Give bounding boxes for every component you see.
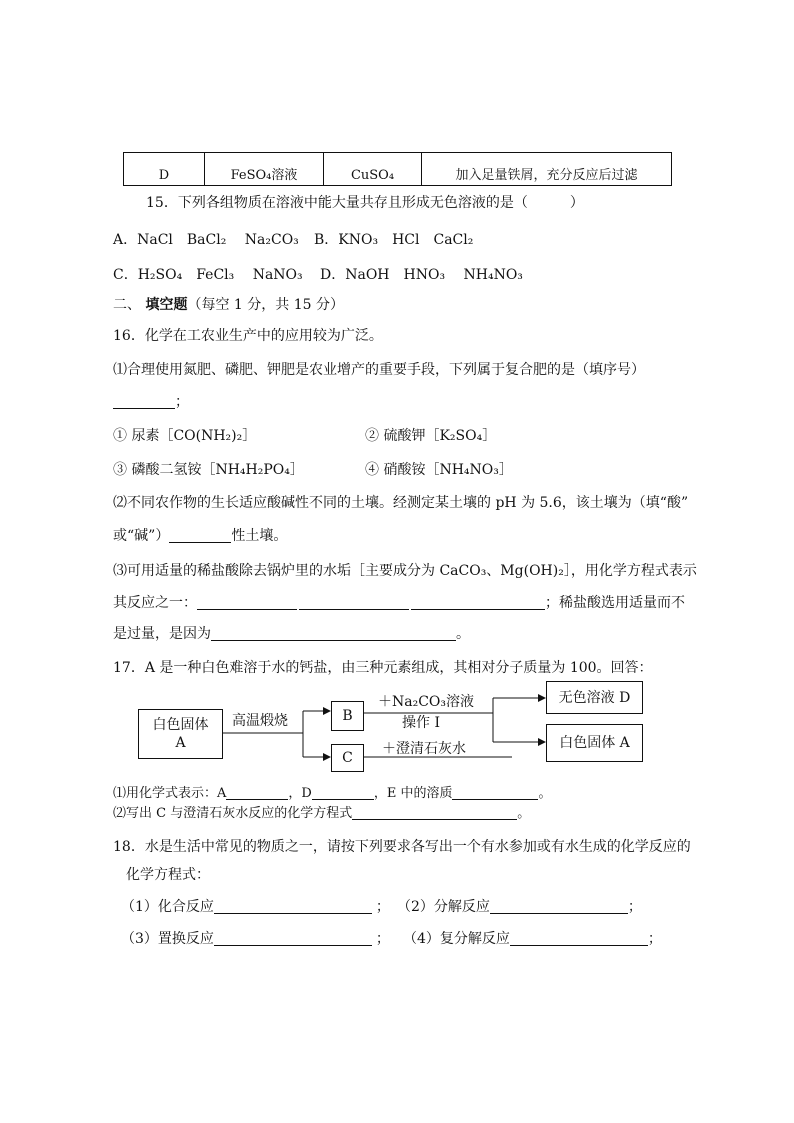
arrow-label-calcine: 高温煅烧: [232, 713, 288, 729]
text: 。: [517, 806, 531, 821]
q17-part2: [113, 805, 530, 823]
text: ；: [627, 899, 642, 915]
q18-item1: [121, 898, 390, 916]
box-white-solid-a2: 白色固体 A: [546, 724, 643, 762]
q16-part3: ⑶可用适量的稀盐酸除去锅炉里的水垢［主要成分为 CaCO₃、Mg(OH)₂］，用化学方程式表示: [113, 563, 697, 579]
table-cell: CuSO₄: [324, 153, 422, 186]
text: 。: [456, 626, 470, 642]
arrow-label-operation: 操作 I: [402, 715, 440, 731]
text: ⑵写出 C 与澄清石灰水反应的化学方程式: [113, 806, 353, 821]
answer-blank[interactable]: [490, 899, 628, 914]
section-note: （每空 1 分，共 15 分）: [187, 297, 344, 313]
text: ；稀盐酸选用适量而不: [545, 595, 685, 611]
q18-stem-line1: 18．水是生活中常见的物质之一，请按下列要求各写出一个有水参加或有水生成的化学反应的: [113, 839, 691, 855]
table-cell: 加入足量铁屑，充分反应后过滤: [422, 153, 672, 186]
text: ⑴用化学式表示：A: [113, 786, 227, 801]
q15-option-c: C．H₂SO₄ FeCl₃ NaNO₃: [113, 267, 303, 283]
q15-stem: 15．下列各组物质在溶液中能大量共存且形成无色溶液的是（ ）: [146, 195, 584, 211]
box-c: C: [331, 744, 364, 772]
q15-option-d: D．NaOH HNO₃ NH₄NO₃: [320, 267, 523, 283]
section-title: 填空题: [145, 297, 188, 313]
text: （1）化合反应: [121, 899, 214, 915]
box-label: 白色固体: [152, 717, 209, 733]
answer-blank[interactable]: [214, 931, 372, 946]
answer-blank[interactable]: [510, 931, 648, 946]
q16-option-4: ④ 硝酸铵［NH₄NO₃］: [365, 462, 513, 478]
q16-option-3: ③ 磷酸二氢铵［NH₄H₂PO₄］: [113, 462, 304, 478]
q18-item4: [403, 930, 662, 948]
answer-blank[interactable]: [214, 899, 372, 914]
text: （3）置换反应: [121, 931, 214, 947]
q15-option-b: B．KNO₃ HCl CaCl₂: [314, 232, 474, 248]
q16-option-1: ① 尿素［CO(NH₂)₂］: [113, 428, 257, 444]
text: ；: [375, 931, 390, 947]
q16-part2: ⑵不同农作物的生长适应酸碱性不同的土壤。经测定某土壤的 pH 为 5.6，该土壤为（填“酸”: [113, 495, 689, 511]
text: 。: [538, 786, 552, 801]
text: （2）分解反应: [397, 899, 490, 915]
answer-blank[interactable]: [452, 785, 538, 800]
box-b: B: [331, 701, 364, 731]
box-white-solid-a: [138, 709, 223, 759]
answer-blank[interactable]: [226, 785, 288, 800]
text: 其反应之一：: [113, 595, 197, 611]
text: 是过量，是因为: [113, 626, 211, 642]
section-prefix: 二、: [113, 297, 141, 313]
arrow-label-limewater: ＋澄清石灰水: [382, 741, 466, 757]
q15-option-a: A．NaCl BaCl₂ Na₂CO₃: [113, 232, 299, 248]
answer-blank[interactable]: [312, 785, 374, 800]
box-colorless-solution-d: 无色溶液 D: [546, 681, 643, 714]
text: 或“碱”）: [113, 528, 170, 544]
q18-stem-line2: 化学方程式：: [126, 867, 210, 883]
q16-stem: 16．化学在工农业生产中的应用较为广泛。: [113, 328, 383, 344]
arrow-label-na2co3: ＋Na₂CO₃溶液: [378, 694, 475, 710]
q17-stem: 17．A 是一种白色难溶于水的钙盐，由三种元素组成，其相对分子质量为 100。回答：: [113, 660, 653, 676]
text: ，E 中的溶质: [373, 786, 453, 801]
q18-item3: [121, 930, 390, 948]
q17-part1: [113, 785, 551, 803]
text: （4）复分解反应: [403, 931, 510, 947]
text: ；: [647, 931, 662, 947]
q18-item2: [397, 898, 642, 916]
text: ，D: [288, 786, 312, 801]
table-cell: FeSO₄溶液: [205, 153, 324, 186]
q16-part1: ⑴合理使用氮肥、磷肥、钾肥是农业增产的重要手段，下列属于复合肥的是（填序号）: [113, 362, 645, 378]
text: ；: [375, 899, 390, 915]
q16-option-2: ② 硫酸钾［K₂SO₄］: [365, 428, 497, 444]
answer-blank[interactable]: [352, 805, 517, 820]
box-label: A: [175, 735, 186, 751]
table-cell: D: [124, 153, 205, 186]
text: 性土壤。: [231, 528, 288, 544]
punctuation: ；: [175, 394, 189, 410]
